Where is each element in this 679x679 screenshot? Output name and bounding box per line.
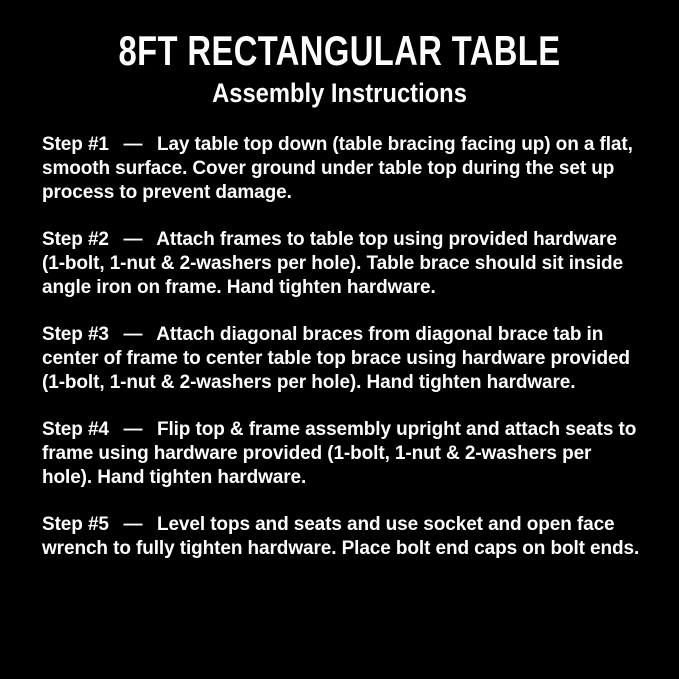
step-3-paragraph: Step #3 — Attach diagonal braces from diagonal brace tab in center of frame to center table top brace using hardware provided (1-bolt, 1-nut & 2-washers per hole). Hand tighten hardware. xyxy=(42,324,630,393)
step-4-paragraph: Step #4 — Flip top & frame assembly upright and attach seats to frame using hardware provided (1-bolt, 1-nut & 2-washers per hole). Hand tighten hardware. xyxy=(42,419,637,488)
step-5-paragraph: Step #5 — Level tops and seats and use socket and open face wrench to fully tighten hardware. Place bolt end caps on bolt ends. xyxy=(42,514,640,559)
poster-subtitle: Assembly Instructions xyxy=(212,78,467,108)
step-1-paragraph: Step #1 — Lay table top down (table bracing facing up) on a flat, smooth surface. Cover ground under table top during the set up process to prevent damage. xyxy=(42,134,633,203)
poster-header xyxy=(0,0,679,107)
step-2-paragraph: Step #2 — Attach frames to table top using provided hardware (1-bolt, 1-nut & 2-washers per hole). Table brace should sit inside angle iron on frame. Hand tighten hardware. xyxy=(42,229,623,298)
poster-title: 8FT RECTANGULAR TABLE xyxy=(118,27,561,74)
steps-list xyxy=(0,107,679,561)
